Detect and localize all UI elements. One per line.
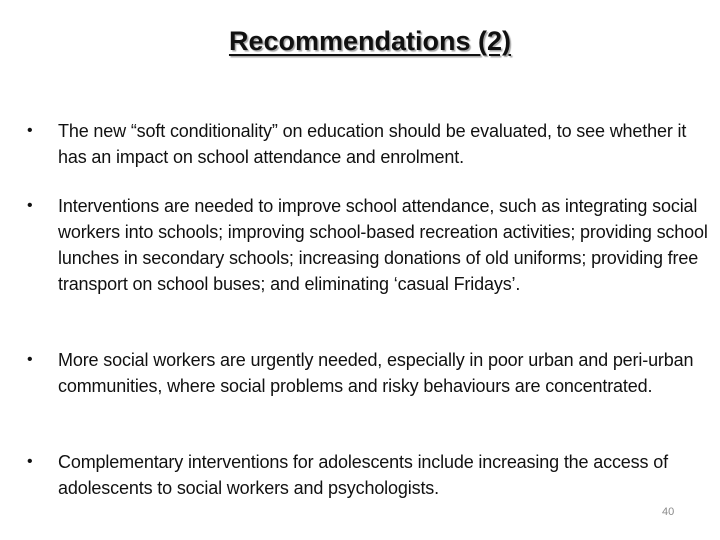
bullet-marker: • [27,122,33,139]
bullet-text: More social workers are urgently needed, especially in poor urban and peri-urban communities, where social problems and risky behaviours are concentrated. [58,350,694,396]
slide-title: Recommendations (2) [228,26,512,56]
bullet-marker: • [27,197,33,214]
bullet-text: The new “soft conditionality” on education should be evaluated, to see whether it has an impact on school attendance and enrolment. [58,121,687,167]
page-number: 40 [662,506,675,518]
bullet-marker: • [27,453,33,470]
bullet-marker: • [27,351,33,368]
bullet-text: Interventions are needed to improve school attendance, such as integrating social workers into schools; improving school-based recreation activities; providing school lunches in secondary schools; increasing donations of old uniforms; providing free transport on school buses; and eliminating ‘casual Fridays’. [58,196,708,294]
bullet-text: Complementary interventions for adolescents include increasing the access of adolescents to social workers and psychologists. [58,452,668,498]
